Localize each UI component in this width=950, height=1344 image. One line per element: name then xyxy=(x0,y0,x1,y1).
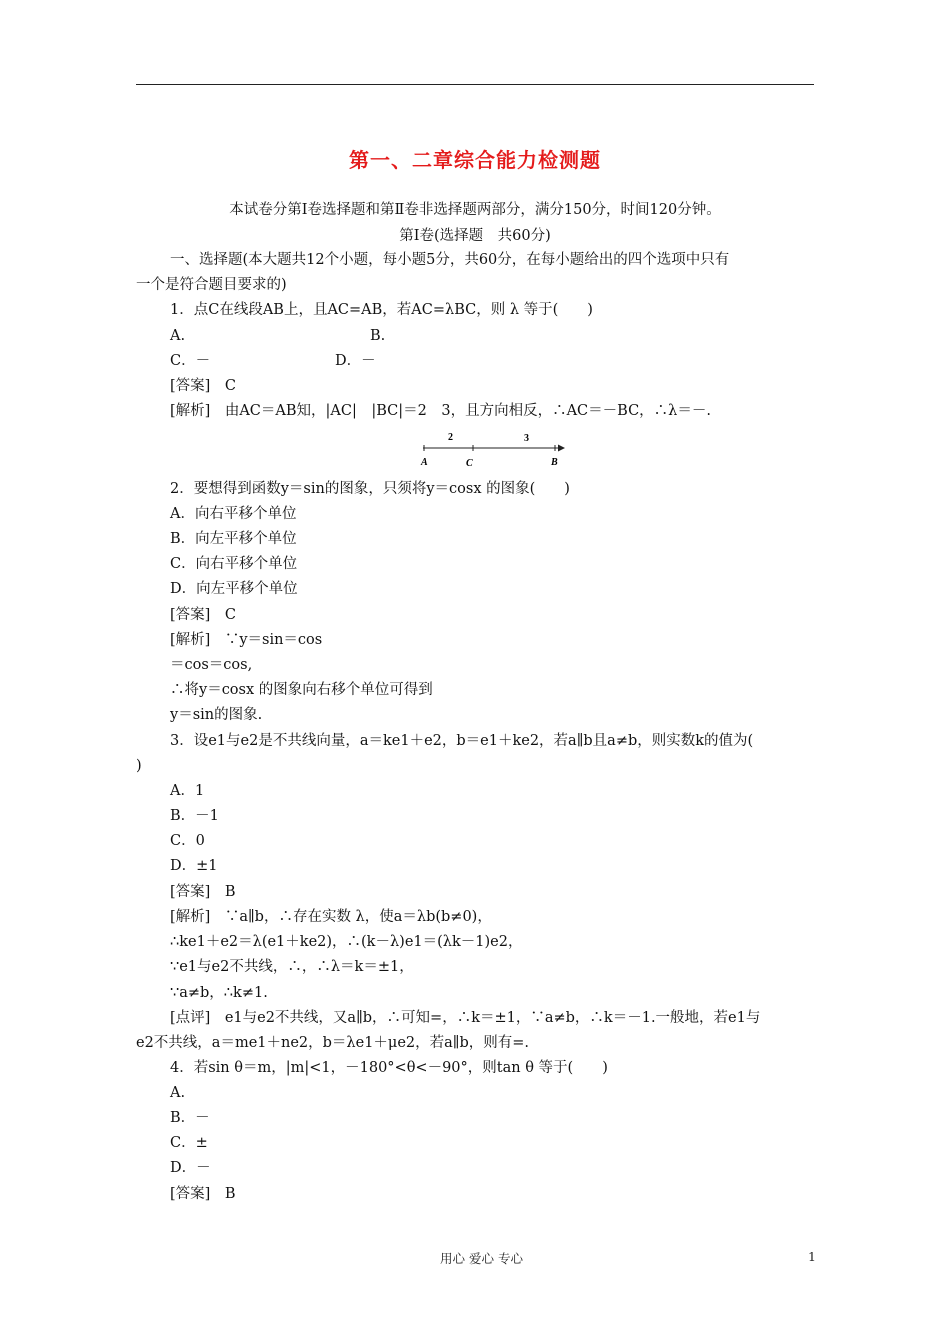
section-intro-line-1: 一、选择题(本大题共12个小题，每小题5分，共60分，在每小题给出的四个选项中只有 xyxy=(170,252,730,268)
text-line: ＝cos＝cos, xyxy=(170,657,253,673)
text-line: 1．点C在线段AB上，且AC=AB，若AC=λBC，则 λ 等于( ) xyxy=(170,302,593,318)
point-b-label: B xyxy=(551,457,558,468)
text-line: [解析] 由AC＝AB知，|AC| |BC|＝2 3，且方向相反，∴AC＝－BC，∴λ＝－. xyxy=(170,403,711,419)
text-line: B．－ xyxy=(170,1110,210,1126)
text-line: C．± xyxy=(170,1135,208,1151)
section-intro-line-2: 一个是符合题目要求的) xyxy=(136,277,287,293)
text-line: A．向右平移个单位 xyxy=(170,506,297,522)
page-number: 1 xyxy=(808,1249,816,1264)
text-line: 2．要想得到函数y＝sin的图象，只须将y＝cosx 的图象( ) xyxy=(170,481,570,497)
header-rule xyxy=(136,84,814,85)
text-line: y＝sin的图象. xyxy=(170,707,263,723)
label-2: 2 xyxy=(448,432,453,443)
text-line: D．－ xyxy=(335,353,376,369)
text-line: D．±1 xyxy=(170,858,218,874)
footer-motto: 用心 爱心 专心 xyxy=(440,1251,523,1266)
text-line: [解析] ∵y＝sin＝cos xyxy=(170,632,323,648)
text-line: ∴ke1＋e2＝λ(e1＋ke2)，∴(k－λ)e1＝(λk－1)e2， xyxy=(170,934,523,950)
point-c-label: C xyxy=(466,458,473,469)
text-line: 4．若sin θ＝m，|m|<1，－180°<θ<－90°，则tan θ 等于( ) xyxy=(170,1060,608,1076)
text-line: ) xyxy=(136,758,142,774)
label-3: 3 xyxy=(524,433,529,444)
text-line: D．－ xyxy=(170,1160,211,1176)
text-line: [答案] C xyxy=(170,607,236,623)
text-line: A. xyxy=(170,328,186,344)
text-line: [答案] C xyxy=(170,378,236,394)
text-line: C．－ xyxy=(170,353,211,369)
section-title: 第Ⅰ卷(选择题 共60分) xyxy=(399,228,551,244)
page-title: 第一、二章综合能力检测题 xyxy=(349,148,601,172)
text-line: ∵a≠b，∴k≠1. xyxy=(170,985,268,1001)
text-line: ∵e1与e2不共线，∴，∴λ＝k＝±1， xyxy=(170,959,414,975)
text-line: [点评] e1与e2不共线，又a∥b，∴可知=，∴k＝±1，∵a≠b，∴k＝－1.一般地，若e1与 xyxy=(170,1010,761,1026)
text-line: [答案] B xyxy=(170,1186,236,1202)
text-line: B. xyxy=(370,328,386,344)
text-line: [答案] B xyxy=(170,884,236,900)
text-line: ∴将y＝cosx 的图象向右移个单位可得到 xyxy=(170,682,433,698)
text-line: e2不共线，a＝me1＋ne2，b＝λe1＋μe2，若a∥b，则有=. xyxy=(136,1035,530,1051)
text-line: A. xyxy=(170,1085,186,1101)
text-line: [解析] ∵a∥b，∴存在实数 λ，使a＝λb(b≠0)， xyxy=(170,909,492,925)
text-line: B．－1 xyxy=(170,808,219,824)
point-a-label: A xyxy=(421,457,428,468)
text-line: 3．设e1与e2是不共线向量，a＝ke1＋e2，b＝e1＋ke2，若a∥b且a≠b，则实数k的值为( xyxy=(170,733,754,749)
text-line: D．向左平移个单位 xyxy=(170,581,298,597)
text-line: C．向右平移个单位 xyxy=(170,556,298,572)
text-line: C．0 xyxy=(170,833,205,849)
intro-text: 本试卷分第Ⅰ卷选择题和第Ⅱ卷非选择题两部分，满分150分，时间120分钟。 xyxy=(229,202,721,218)
arrow-head-icon xyxy=(558,445,565,452)
segment-figure xyxy=(418,428,568,472)
text-line: A．1 xyxy=(170,783,205,799)
text-line: B．向左平移个单位 xyxy=(170,531,297,547)
